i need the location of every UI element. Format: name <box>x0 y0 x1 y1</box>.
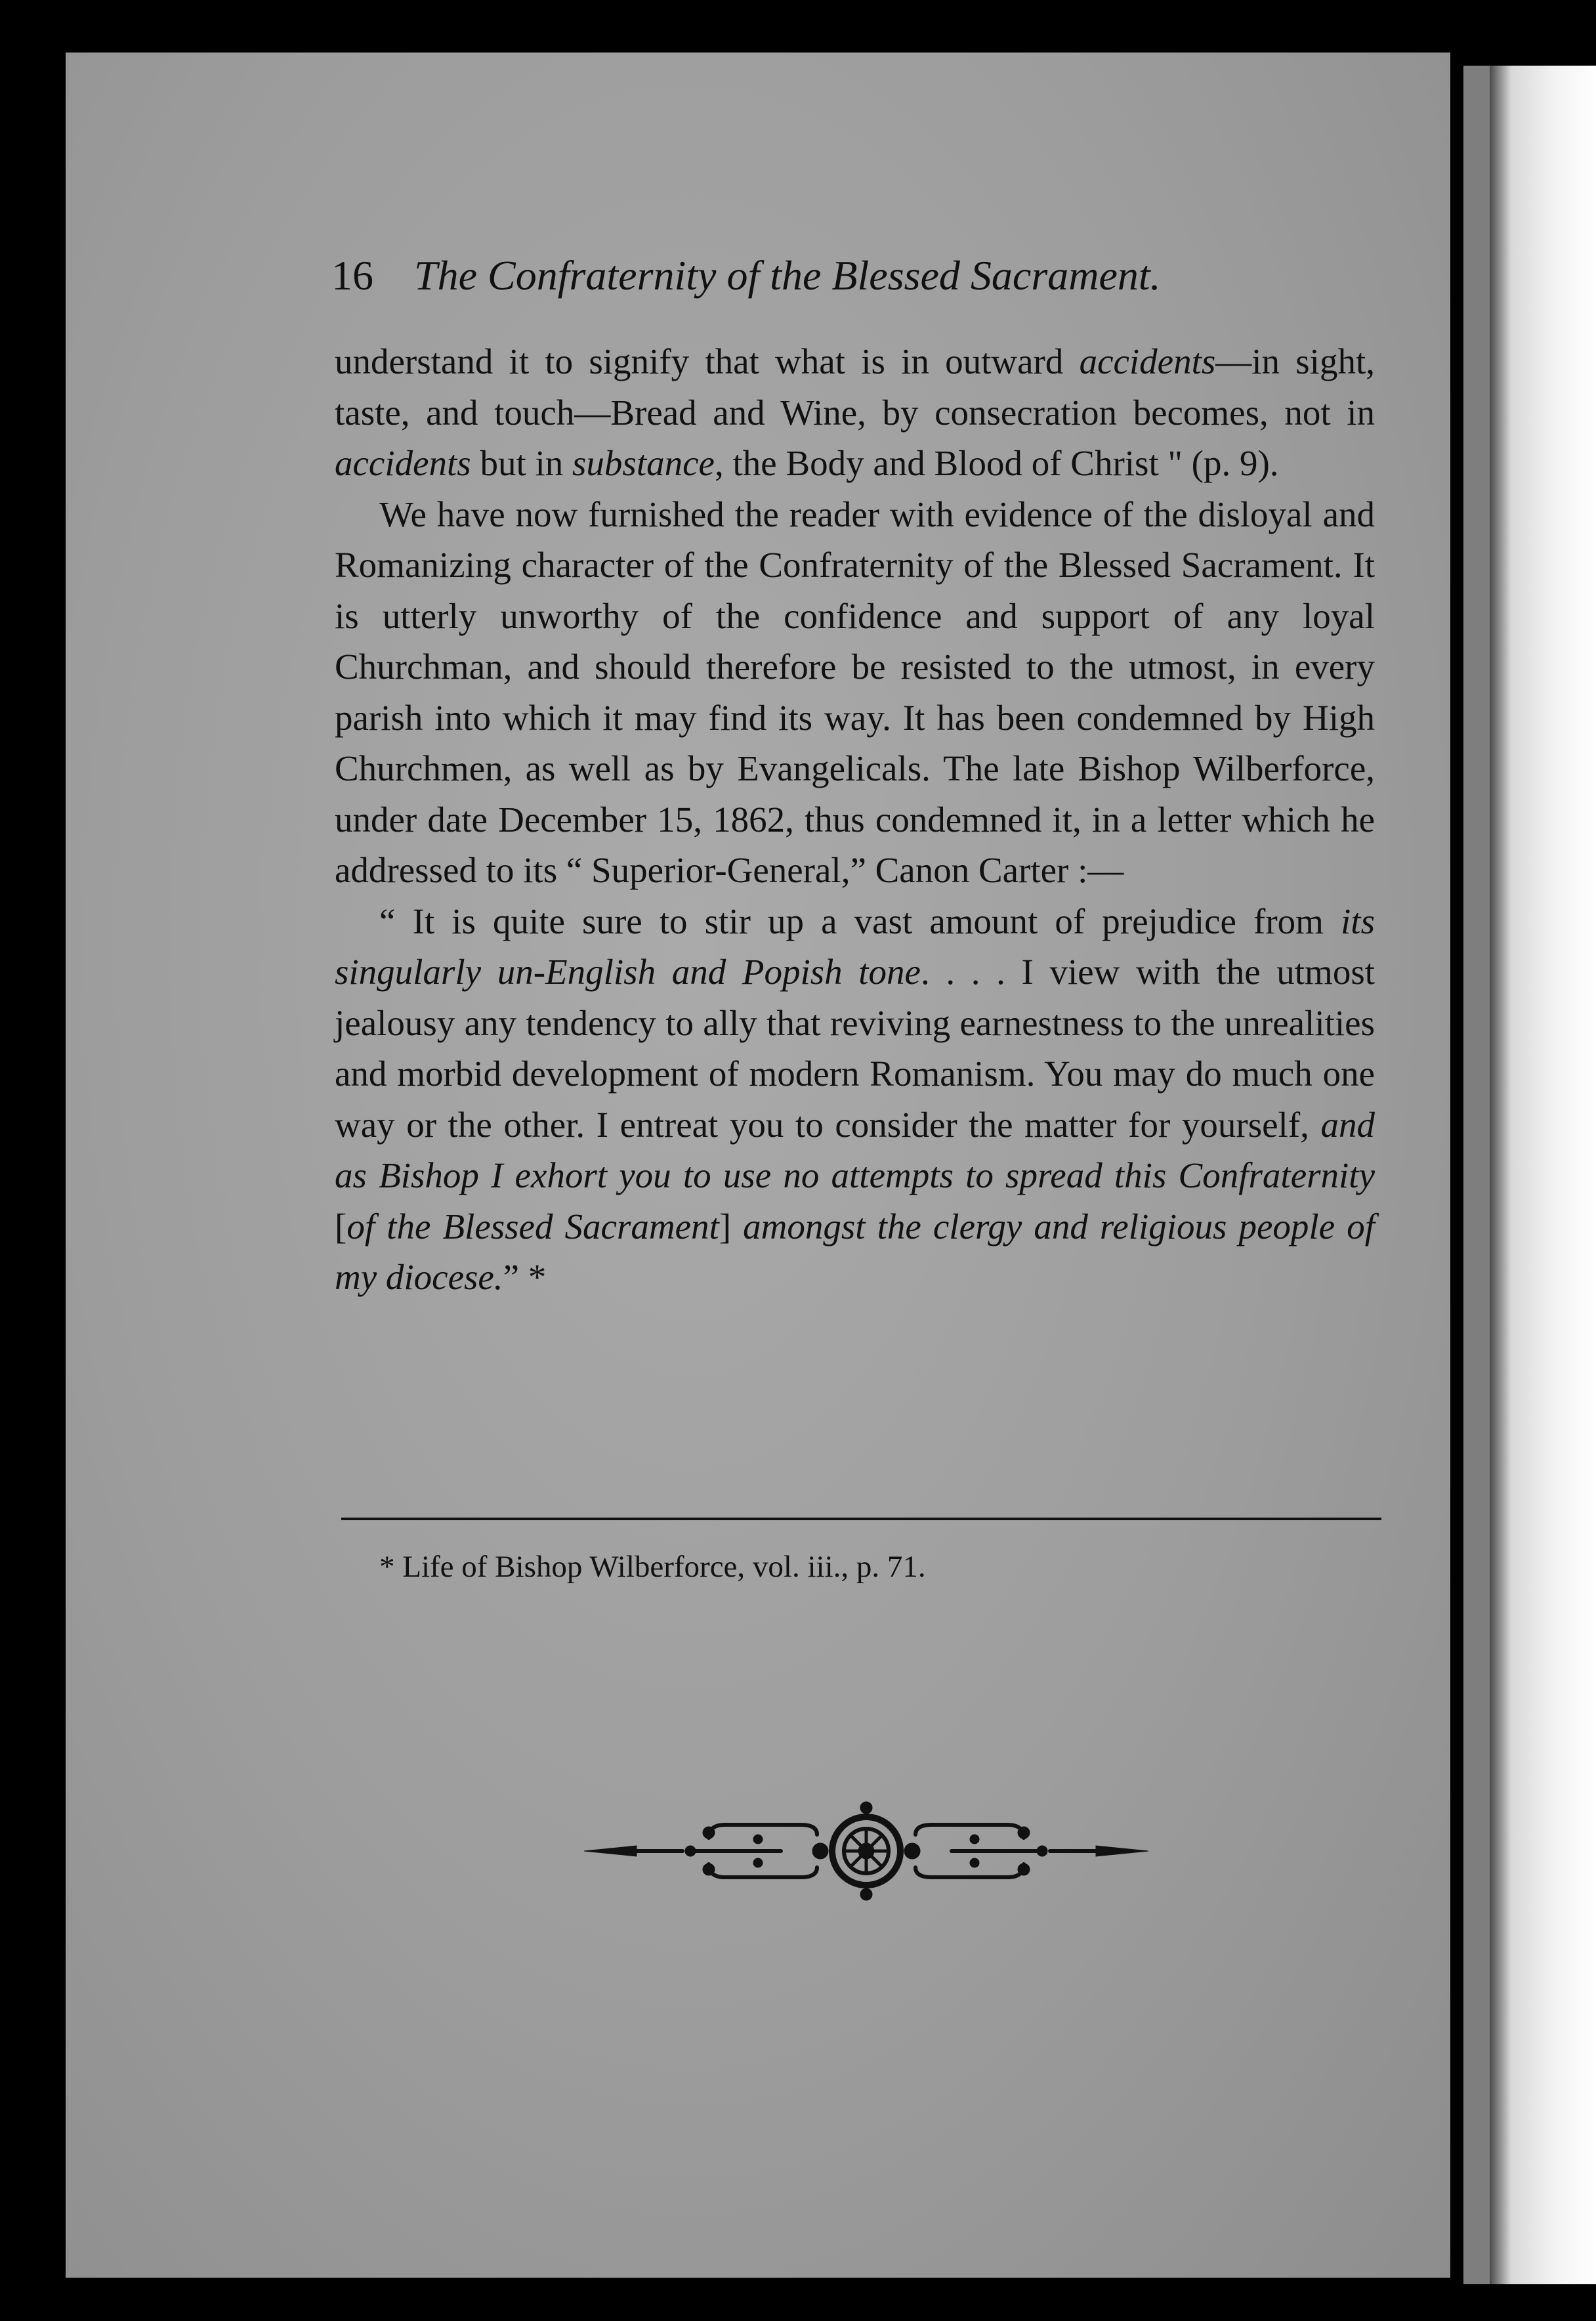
quotation-paragraph: “ It is quite sure to stir up a vast amount of prejudice from its singularly un-English and Popish tone. . . . I view with the utmost jealousy any tendency to ally that reviving earnestness to the unrealities and morbid development of modern Romanism. You may do much one way or the other. I entreat you to consider the matter for yourself, and as Bishop I exhort you to use no attempts to spread this Confraternity [of the Blessed Sacrament] amongst the clergy and religious people of my diocese.” * <box>335 901 1375 1297</box>
page-number: 16 <box>331 252 373 299</box>
footnote: * Life of Bishop Wilberforce, vol. iii., p. 71. <box>379 1550 926 1584</box>
paragraph-1: understand it to signify that what is in outward accidents—in sight, taste, and touch—Bread and Wine, by consecration becomes, not in accidents but in substance, the Body and Blood of Christ " (p. 9). <box>335 341 1375 483</box>
running-title: The Confraternity of the Blessed Sacrament. <box>414 252 1161 299</box>
paragraph-2: We have now furnished the reader with evidence of the disloyal and Romanizing character of the Confraternity of the Blessed Sacrament. It is utterly unworthy of the confidence and support of any loyal Churchman, and should therefore be resisted to the utmost, in every parish into which it may find its way. It has been condemned by High Churchmen, as well as by Evangelicals. The late Bishop Wilberforce, under date December 15, 1862, thus condemned it, in a letter which he addressed to its “ Superior-General,” Canon Carter :— <box>335 494 1375 890</box>
page-header <box>331 246 1375 305</box>
decorative-ornament-icon <box>584 1799 1148 1904</box>
body-text <box>335 336 1375 1303</box>
footnote-rule <box>341 1518 1381 1520</box>
adjacent-page-edge <box>1450 53 1596 2321</box>
